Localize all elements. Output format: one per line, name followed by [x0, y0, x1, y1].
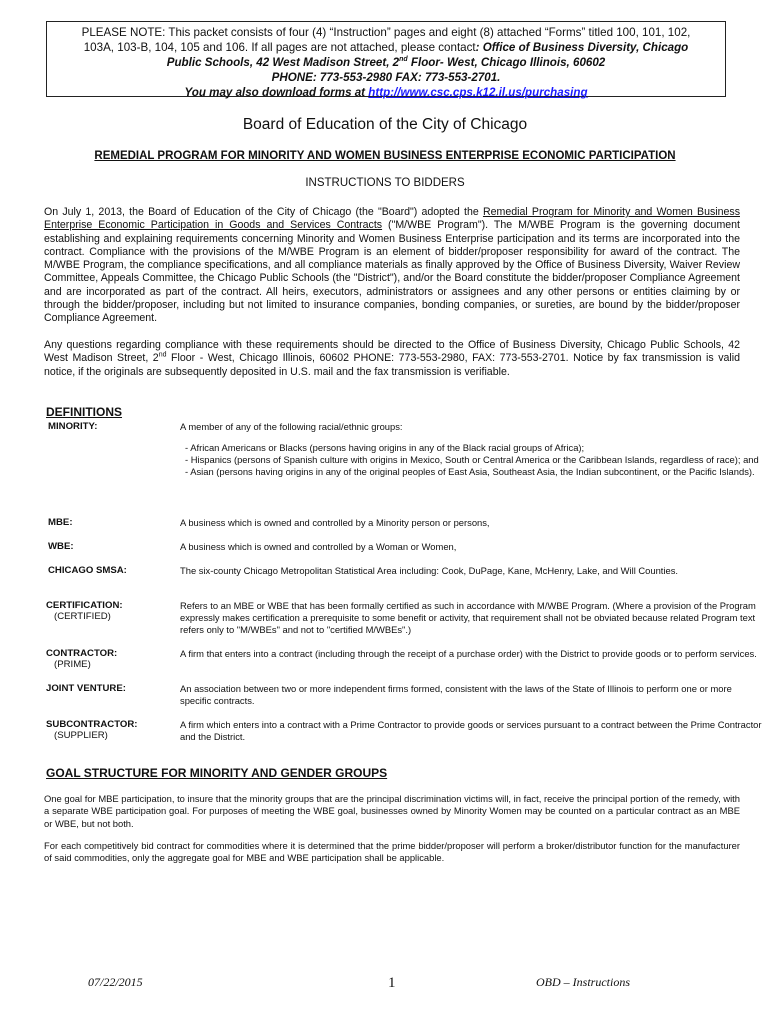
instructions-title: INSTRUCTIONS TO BIDDERS [305, 177, 465, 189]
footer-label: OBD – Instructions [536, 975, 630, 989]
term-certification: CERTIFICATION: (CERTIFIED) [46, 600, 123, 622]
term-contractor: CONTRACTOR: (PRIME) [46, 648, 118, 670]
definition-wbe: A business which is owned and controlled by a Woman or Women, [180, 541, 457, 552]
term-mbe: MBE: [48, 517, 73, 528]
goal-heading: GOAL STRUCTURE FOR MINORITY AND GENDER GROUPS [46, 766, 388, 780]
term-subcontractor: SUBCONTRACTOR: (SUPPLIER) [46, 719, 138, 741]
list-item: - Asian (persons having origins in any of the original peoples of East Asia, Southeast Asia, the Indian subcontinent, or the Pacific Islands). [185, 466, 755, 477]
definition-joint-venture: An association between two or more independent firms formed, consistent with the laws of the State of Illinois to perform one or more specific contracts. [180, 683, 732, 706]
goal-paragraph-1: One goal for MBE participation, to insure that the minority groups that are the principal discrimination victims will, in fact, receive the principal portion of the remedy, with a separate WBE participation goal. For purposes of meeting the WBE goal, businesses owned by Minority Women may be counted on a particular contract as an MBE or WBE, but not both. [44, 793, 740, 829]
notice-line-2: 103A, 103-B, 104, 105 and 106. If all pages are not attached, please contact: Office of Business Diversity, Chicago [83, 41, 689, 54]
term-chicago-smsa: CHICAGO SMSA: [48, 565, 127, 576]
term-minority: MINORITY: [48, 421, 98, 432]
notice-line-1: PLEASE NOTE: This packet consists of four (4) “Instruction” pages and eight (8) attached “Forms” titled 100, 101, 102, [81, 26, 691, 39]
term-wbe: WBE: [48, 541, 74, 552]
list-item: - African Americans or Blacks (persons having origins in any of the Black racial groups of Africa); [185, 442, 585, 453]
board-title: Board of Education of the City of Chicago [242, 116, 528, 133]
definition-certification: Refers to an MBE or WBE that has been formally certified as such in accordance with M/WBE Program. (Where a provision of the Program expressly makes certification a prerequisite to some benefit or activity, that requirement shall not be obviated because related Program text refers only to "M/WBEs" and not to "certified M/WBEs".) [180, 600, 756, 635]
notice-line-5: You may also download forms at http://www.csc.cps.k12.il.us/purchasing [184, 86, 588, 99]
definitions-heading: DEFINITIONS [46, 405, 123, 419]
goal-paragraph-2: For each competitively bid contract for commodities where it is determined that the prime bidder/proposer will perform a broker/distributor function for the manufacturer of said commodities, only the aggregate goal for MBE and WBE participation shall be applicable. [44, 840, 740, 864]
questions-paragraph: Any questions regarding compliance with these requirements should be directed to the Office of Business Diversity, Chicago Public Schools, 42 West Madison Street, 2nd Floor - West, Chicago Illinois, 60602 PHONE: 773-553-2980, FAX: 773-553-2701. Notice by fax transmission is valid notice, if the originals are subsequently deposited in U.S. mail and the fax transmission is verifiable. [44, 339, 740, 378]
footer-date: 07/22/2015 [88, 975, 143, 989]
purchasing-link[interactable]: http://www.csc.cps.k12.il.us/purchasing [368, 86, 588, 99]
definition-mbe: A business which is owned and controlled by a Minority person or persons, [180, 517, 490, 528]
term-joint-venture: JOINT VENTURE: [46, 683, 126, 694]
definition-contractor: A firm that enters into a contract (including through the receipt of a purchase order) with the District to provide goods or to perform services. [180, 648, 757, 659]
list-item: - Hispanics (persons of Spanish culture with origins in Mexico, South or Central America or the Caribbean Islands, regardless of race); and [185, 454, 759, 465]
definition-chicago-smsa: The six-county Chicago Metropolitan Statistical Area including: Cook, DuPage, Kane, McHenry, Lake, and Will Counties. [180, 565, 678, 576]
page-number: 1 [388, 975, 396, 991]
notice-box [46, 21, 726, 97]
program-title: REMEDIAL PROGRAM FOR MINORITY AND WOMEN BUSINESS ENTERPRISE ECONOMIC PARTICIPATION [94, 150, 676, 162]
definition-minority: A member of any of the following racial/ethnic groups: - African Americans or Blacks (persons having origins in any of the Black racial groups of Africa); - Hispanics (persons of Spanish culture with origins in Mexico, South or Central America or the Caribbean Islands, regardless of race); and - Asian (persons having origins in any of the original peoples of East Asia, Southeast Asia, the Indian subcontinent, or the Pacific Islands). [180, 421, 762, 478]
intro-paragraph: On July 1, 2013, the Board of Education of the City of Chicago (the "Board") adopted the Remedial Program for Minority and Women Business Enterprise Economic Participation in Goods and Services Contracts ("M/WBE Program"). The M/WBE Program is the governing document establishing and explaining requirements concerning Minority and Women Business Enterprise participation and its terms are incorporated into the contract. Compliance with the provisions of the M/WBE Program is an element of bidder/proposer responsibility for award of the contract. The M/WBE Program, the compliance specifications, and all compliance materials as finally approved by the Office of Business Diversity, Waiver Review Committee, Appeals Committee, the Chicago Public Schools (the "District"), and/or the Board constitute the bidder/proposer Compliance Agreement and are incorporated as part of the contract. All heirs, executors, administrators or assignees and any other persons or entities claiming by or through the bidder/proposer, including but not limited to insurance companies, bonding companies, or sureties, are bound by the bidder/proposer Compliance Agreement. [44, 206, 740, 325]
definition-subcontractor: A firm which enters into a contract with a Prime Contractor to provide goods or services pursuant to a contract between the Prime Contractor and the District. [180, 719, 762, 742]
program-reference: Remedial Program for Minority and Women Business Enterprise Economic Participation in Goods and Services Contracts [44, 206, 740, 232]
notice-line-4: PHONE: 773-553-2980 FAX: 773-553-2701. [271, 71, 501, 84]
notice-line-3: Public Schools, 42 West Madison Street, 2nd Floor- West, Chicago Illinois, 60602 [166, 56, 606, 69]
